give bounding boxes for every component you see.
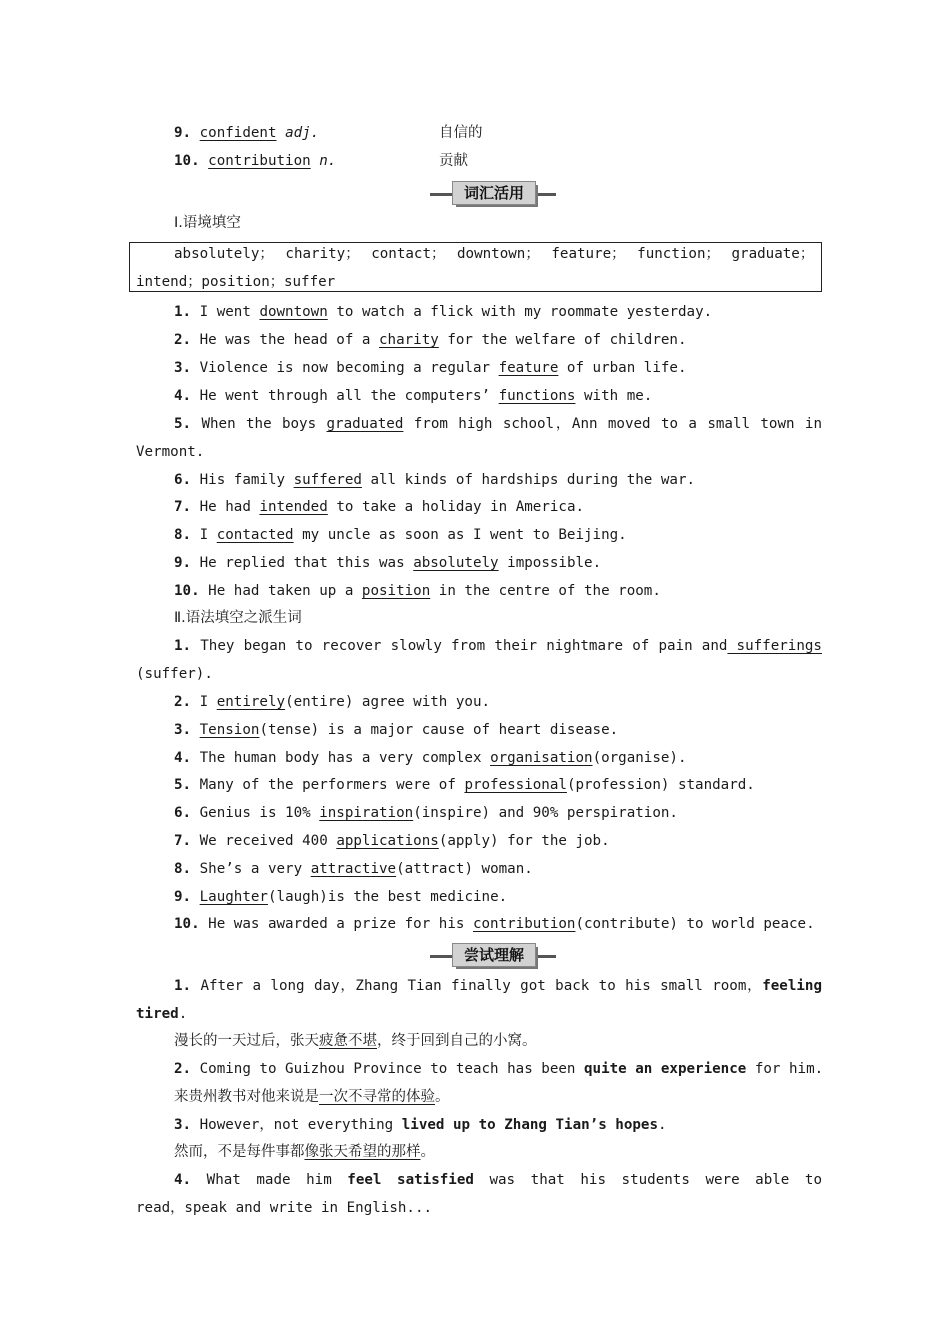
sentence-line: 2. Coming to Guizhou Province to teach has been quite an experience for him. — [174, 1061, 824, 1077]
exercise-line: 3. Violence is now becoming a regular feature of urban life. — [174, 360, 687, 376]
exercise-line: 4. He went through all the computers’ functions with me. — [174, 388, 653, 404]
vocab-meaning: 贡献 — [439, 153, 468, 169]
word-bank-line2: intend；position；suffer — [136, 274, 336, 290]
bank-word: feature； — [551, 246, 626, 262]
exercise-line: 4. The human body has a very complex organisation(organise). — [174, 750, 687, 766]
sentence-line: 4. What made him feel satisfied was that his students were able to — [174, 1172, 822, 1188]
exercise-line: 1. They began to recover slowly from their nightmare of pain and sufferings — [174, 638, 822, 654]
exercise-line: 10. He was awarded a prize for his contribution(contribute) to world peace. — [174, 916, 815, 932]
word-bank-line1 — [174, 244, 814, 264]
vocab-word: contribution — [208, 153, 311, 169]
translation-line: 漫长的一天过后，张天疲惫不堪，终于回到自己的小窝。 — [174, 1033, 537, 1049]
vocab-row — [174, 123, 822, 143]
exercise-line: 7. He had intended to take a holiday in America. — [174, 499, 585, 515]
exercise-line: 6. His family suffered all kinds of hardships during the war. — [174, 472, 696, 488]
bank-word: absolutely； — [174, 246, 274, 262]
section-header-vocab-use: 词汇活用 — [430, 181, 556, 207]
exercise-line-cont: Vermont. — [136, 444, 205, 460]
sentence-line-cont: read，speak and write in English... — [136, 1200, 433, 1216]
exercise-line: 1. I went downtown to watch a flick with my roommate yesterday. — [174, 304, 713, 320]
exercise-line: 3. Tension(tense) is a major cause of heart disease. — [174, 722, 619, 738]
sentence-line-cont: tired. — [136, 1006, 188, 1022]
item-number: 9. — [174, 125, 192, 141]
part1-title: Ⅰ.语境填空 — [174, 215, 241, 231]
vocab-meaning: 自信的 — [439, 125, 483, 141]
exercise-line: 5. When the boys graduated from high school，Ann moved to a small town in — [174, 416, 823, 432]
translation-line: 来贵州教书对他来说是一次不寻常的体验。 — [174, 1089, 450, 1105]
bank-word: function； — [637, 246, 720, 262]
part2-title: Ⅱ.语法填空之派生词 — [174, 610, 302, 626]
exercise-line: 6. Genius is 10% inspiration(inspire) and 90% perspiration. — [174, 805, 678, 821]
bank-word: charity； — [285, 246, 360, 262]
section-header-try-understand: 尝试理解 — [430, 943, 556, 969]
vocab-word: confident — [199, 125, 277, 141]
bank-word: graduate； — [731, 246, 815, 262]
exercise-line: 9. Laughter(laugh)is the best medicine. — [174, 889, 508, 905]
exercise-line: 8. She’s a very attractive(attract) woman. — [174, 861, 533, 877]
exercise-line: 7. We received 400 applications(apply) for the job. — [174, 833, 610, 849]
sentence-line: 3. However，not everything lived up to Zhang Tian’s hopes. — [174, 1117, 667, 1133]
exercise-line: 8. I contacted my uncle as soon as I went to Beijing. — [174, 527, 627, 543]
exercise-line: 2. I entirely(entire) agree with you. — [174, 694, 491, 710]
exercise-line: 9. He replied that this was absolutely impossible. — [174, 555, 602, 571]
bank-word: contact； — [371, 246, 446, 262]
translation-line: 然而，不是每件事都像张天希望的那样。 — [174, 1144, 435, 1160]
part-of-speech: adj. — [285, 125, 320, 141]
exercise-line: 10. He had taken up a position in the centre of the room. — [174, 583, 661, 599]
part-of-speech: n. — [319, 153, 337, 169]
sentence-line: 1. After a long day，Zhang Tian finally got back to his small room，feeling — [174, 978, 822, 994]
vocab-row — [174, 151, 822, 171]
item-number: 10. — [174, 153, 200, 169]
bank-word: downtown； — [457, 246, 540, 262]
exercise-line-cont: (suffer). — [136, 666, 213, 682]
exercise-line: 5. Many of the performers were of professional(profession) standard. — [174, 777, 755, 793]
exercise-line: 2. He was the head of a charity for the welfare of children. — [174, 332, 687, 348]
